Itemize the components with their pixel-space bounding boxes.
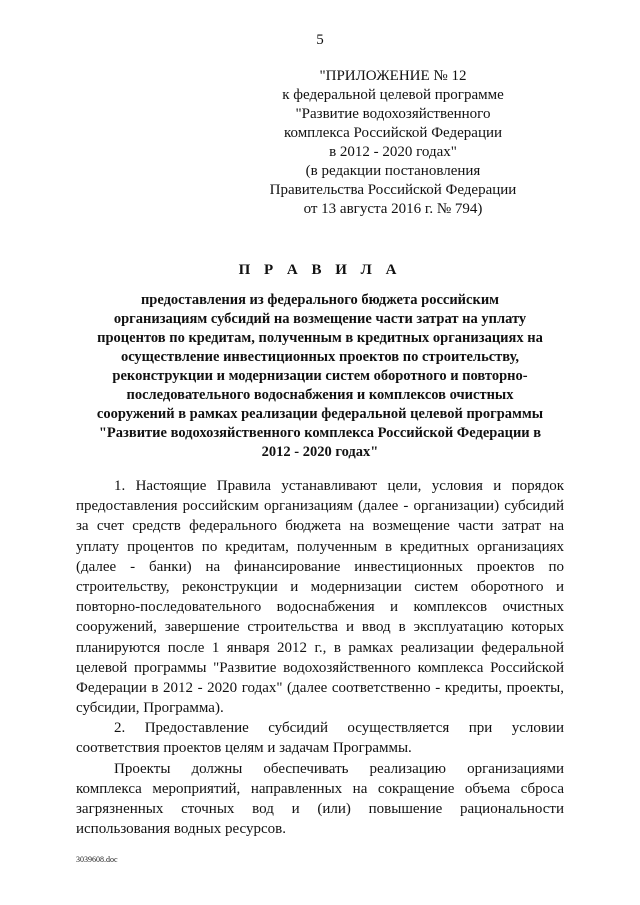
- document-body: [76, 476, 564, 839]
- paragraph-1-line: предоставления российским организациям (далее - организации) субсидий: [76, 498, 564, 515]
- paragraph-1-line: строительству, реконструкции и модернизации систем оборотного и: [76, 578, 564, 595]
- appendix-line: Правительства Российской Федерации: [269, 182, 517, 198]
- paragraph-3-line: комплекса мероприятий, направленных на сокращение объема сброса: [76, 780, 564, 797]
- appendix-line: в 2012 - 2020 годах": [329, 144, 457, 160]
- paragraph-3-line: использования водных ресурсов.: [76, 821, 286, 838]
- document-subtitle: [70, 291, 570, 462]
- subtitle-line: 2012 - 2020 годах": [261, 444, 379, 460]
- document-title: П Р А В И Л А: [238, 262, 402, 278]
- paragraph-2-line: 2. Предоставление субсидий осуществляется при условии: [114, 720, 564, 737]
- subtitle-line: организациям субсидий на возмещение части затрат на уплату: [113, 311, 527, 327]
- paragraph-1-line: повторно-последовательного водоснабжения и комплексов очистных: [76, 599, 564, 616]
- paragraph-1-line: субсидии, Программа).: [76, 700, 224, 717]
- paragraph-1-line: планируются после 1 января 2012 г., в рамках реализации федеральной: [76, 639, 564, 656]
- paragraph-1-line: целевой программы "Развитие водохозяйственного комплекса Российской: [76, 659, 564, 676]
- appendix-line: (в редакции постановления: [305, 163, 481, 179]
- appendix-line: от 13 августа 2016 г. № 794): [303, 201, 483, 217]
- subtitle-line: последовательного водоснабжения и комплексов очистных: [126, 387, 514, 403]
- paragraph-1-line: 1. Настоящие Правила устанавливают цели, условия и порядок: [114, 478, 564, 494]
- paragraph-2-line: соответствия проектов целям и задачам Программы.: [76, 740, 412, 757]
- file-name-footer: 3039608.doc: [76, 855, 118, 864]
- page-number: 5: [316, 32, 324, 48]
- subtitle-line: процентов по кредитам, полученным в кредитных организациях на: [97, 330, 543, 346]
- appendix-line: к федеральной целевой программе: [282, 87, 504, 103]
- subtitle-line: осуществление инвестиционных проектов по строительству,: [120, 349, 520, 365]
- appendix-line: "Развитие водохозяйственного: [295, 106, 491, 122]
- appendix-header: [252, 67, 534, 219]
- paragraph-1-line: за счет средств федерального бюджета на возмещение части затрат на: [76, 518, 564, 535]
- subtitle-line: реконструкции и модернизации систем оборотного и повторно-: [112, 368, 528, 384]
- paragraph-1-line: (далее - банки) на финансирование инвестиционных проектов по: [76, 558, 564, 575]
- paragraph-1-line: сооружений, завершение строительства и ввод в эксплуатацию которых: [76, 619, 564, 636]
- paragraph-1-line: Федерации в 2012 - 2020 годах" (далее соответственно - кредиты, проекты,: [76, 679, 564, 696]
- subtitle-line: "Развитие водохозяйственного комплекса Российской Федерации в: [98, 425, 542, 441]
- subtitle-line: сооружений в рамках реализации федеральной целевой программы: [96, 406, 544, 422]
- paragraph-3-line: загрязненных сточных вод и (или) повышение рациональности: [76, 801, 564, 817]
- paragraph-1-line: уплату процентов по кредитам, полученным в кредитных организациях: [76, 538, 564, 555]
- appendix-line: "ПРИЛОЖЕНИЕ № 12: [319, 68, 467, 84]
- appendix-line: комплекса Российской Федерации: [283, 125, 503, 141]
- subtitle-line: предоставления из федерального бюджета российским: [140, 292, 500, 308]
- paragraph-3-line: Проекты должны обеспечивать реализацию организациями: [114, 760, 564, 777]
